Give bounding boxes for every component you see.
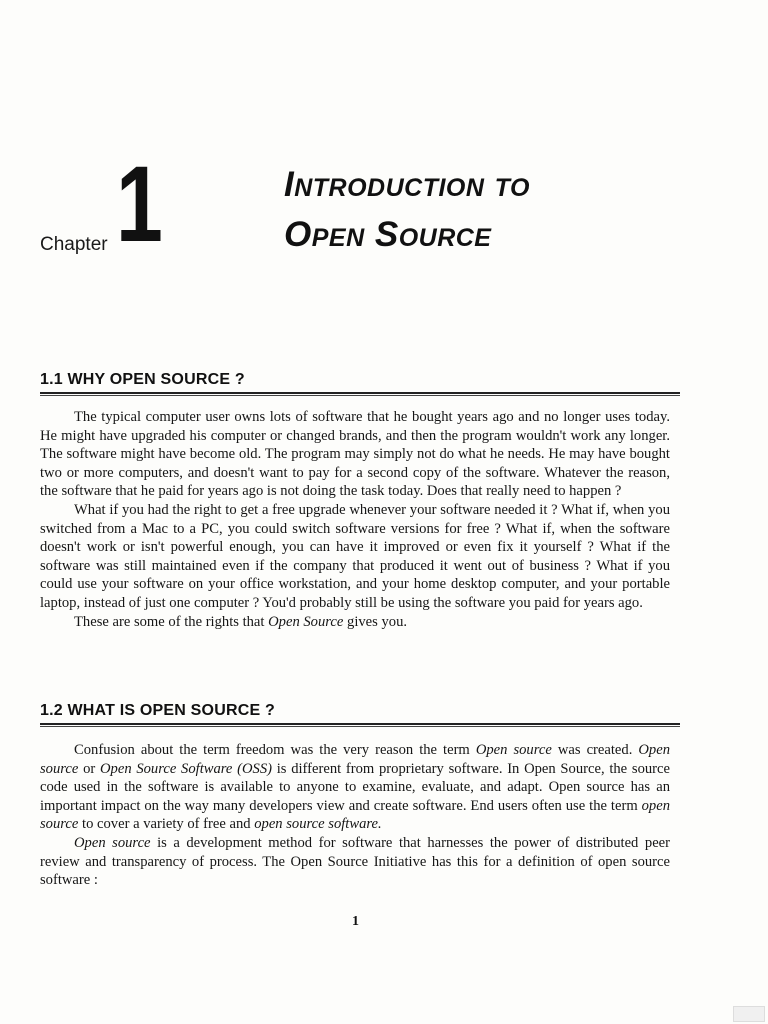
emphasis: Open source <box>74 834 151 851</box>
emphasis: Open source <box>475 742 552 758</box>
text-run: is a development method for software that harnesses the power of distributed peer review and transparency of process. The Open Source Initiative has this for a definition of open source software : <box>40 834 671 889</box>
section-heading-1-1: 1.1 WHY OPEN SOURCE ? <box>40 371 245 388</box>
emphasis: Open Source Software (OSS) <box>100 760 272 777</box>
section-rule-1-1 <box>40 392 680 396</box>
scanner-watermark <box>733 1006 765 1022</box>
chapter-title <box>284 160 530 260</box>
text-run: These are some of the rights that <box>74 613 269 630</box>
section-1-1-body <box>40 408 670 631</box>
chapter-label: Chapter <box>40 234 108 255</box>
text-run: to cover a variety of free and <box>78 816 255 833</box>
chapter-number: 1 <box>116 143 163 264</box>
text-run: is different from proprietary software. In Open Source, the source code used in the software is available to anyone to examine, evaluate, and adapt. Open source has an important impact on the way many developers view and create software. End users often use the term <box>40 760 670 814</box>
text-run: or <box>78 760 100 777</box>
emphasis: Open source <box>40 742 670 777</box>
paragraph <box>40 741 670 834</box>
chapter-title-line-1: Introduction to <box>284 165 530 204</box>
text-run: Confusion about the term freedom was the very reason the term <box>74 742 476 758</box>
section-heading-1-2: 1.2 WHAT IS OPEN SOURCE ? <box>40 702 275 719</box>
text-run: was created. <box>551 742 639 758</box>
section-rule-1-2 <box>40 723 680 727</box>
paragraph: The typical computer user owns lots of software that he bought years ago and no longer uses today. He might have upgraded his computer or changed brands, and then the program wouldn't work any longer. The software might have become old. The program may simply not do what he needs. He may have bought two or more computers, and doesn't want to pay for a second copy of the software. Whatever the reason, the software that he paid for years ago is not doing the task today. Does that really need to happen ? <box>40 409 670 500</box>
page-number: 1 <box>352 914 359 929</box>
paragraph <box>40 613 670 632</box>
emphasis: open source <box>40 797 670 833</box>
emphasis: open source software. <box>254 816 382 833</box>
chapter-title-line-2: Open Source <box>284 215 492 254</box>
text-run: gives you. <box>343 613 408 630</box>
paragraph: What if you had the right to get a free upgrade whenever your software needed it ? What if, when you switched from a Mac to a PC, you could switch software versions for free ? What if, when the software doesn't work or isn't powerful enough, you can have it improved or even fix it yourself ? What if the software was still maintained even if the company that produced it went out of business ? What if you could use your software on your office workstation, and your home desktop computer, and your portable laptop, instead of just one computer ? You'd probably still be using the software you paid for years ago. <box>40 501 670 611</box>
emphasis-open-source: Open Source <box>268 613 344 630</box>
paragraph <box>40 834 670 890</box>
section-1-2-body <box>40 741 670 890</box>
